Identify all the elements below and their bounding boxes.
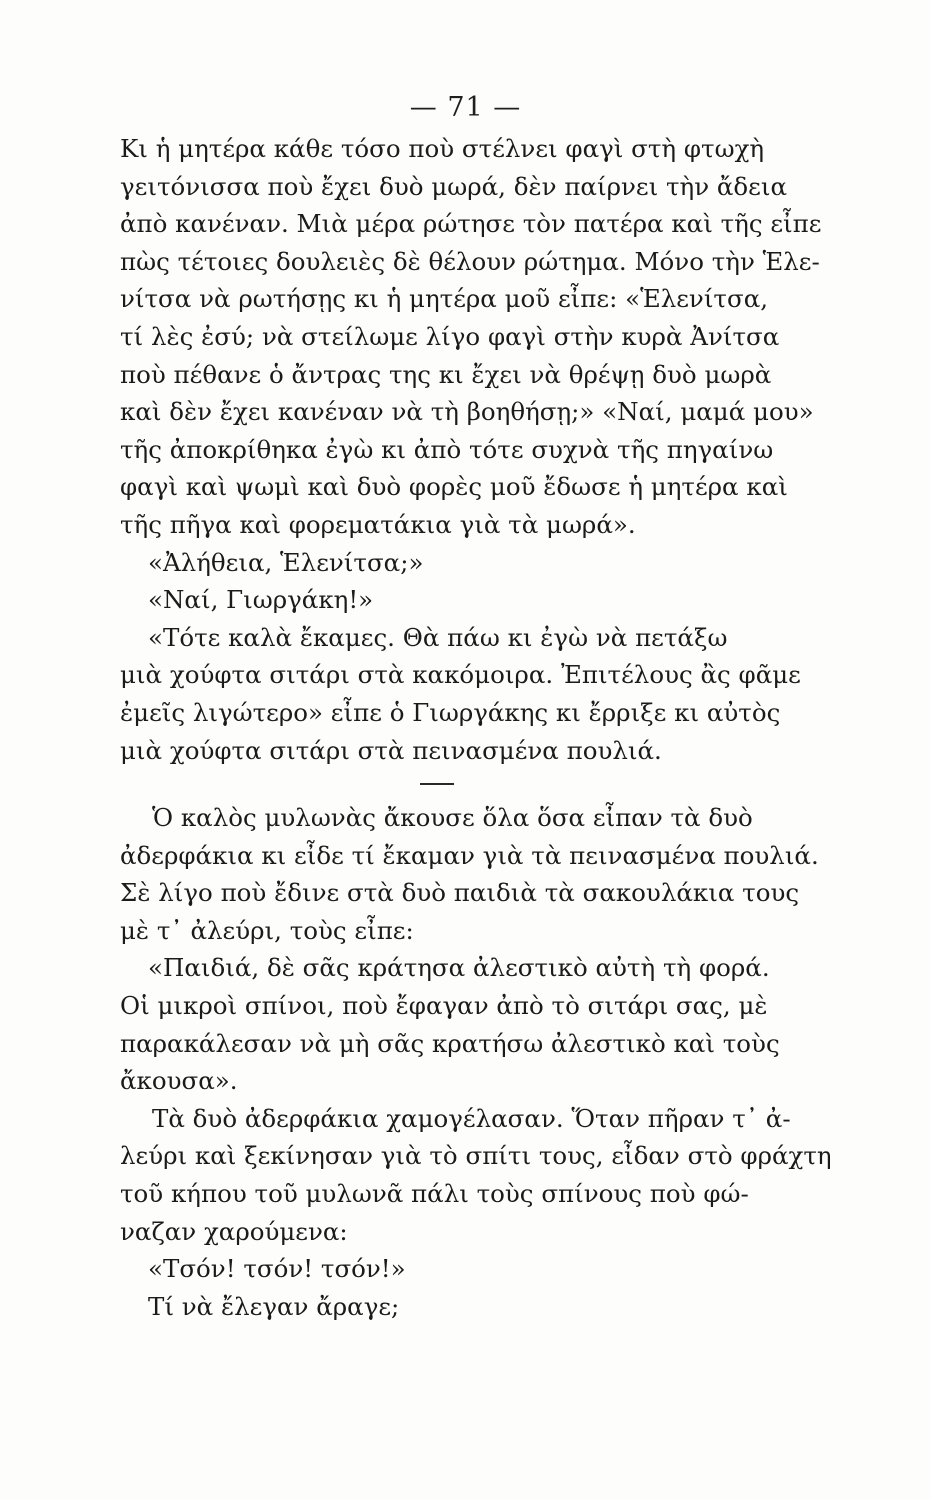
dialogue-line: «Ναί, Γιωργάκη!» [148,585,374,615]
dialogue-line: «Τότε καλὰ ἔκαμες. Θὰ πάω κι ἐγὼ νὰ πετάξω [148,622,728,652]
text-line: ἀπὸ κανέναν. Μιὰ μέρα ρώτησε τὸν πατέρα καὶ τῆς εἶπε [120,209,822,239]
text-line: μιὰ χούφτα σιτάρι στὰ πεινασμένα πουλιά. [120,735,662,765]
text-line: ναζαν χαρούμενα: [120,1216,348,1246]
text-line: τί λὲς ἐσύ; νὰ στείλωμε λίγο φαγὶ στὴν κυρὰ Ἀνίτσα [120,321,780,351]
text-line: παρακάλεσαν νὰ μὴ σᾶς κρατήσω ἀλεστικὸ καὶ τοὺς [120,1028,780,1058]
text-line: Τί νὰ ἔλεγαν ἄραγε; [148,1291,400,1321]
text-line: νίτσα νὰ ρωτήσῃς κι ἡ μητέρα μοῦ εἶπε: «Ἑλενίτσα, [120,284,769,314]
text-line: ποὺ πέθανε ὁ ἄντρας της κι ἔχει νὰ θρέψῃ δυὸ μωρὰ [120,359,772,389]
page-number: — 71 — [409,92,522,123]
dialogue-line: «Παιδιά, δὲ σᾶς κράτησα ἀλεστικὸ αὐτὴ τὴ φορά. [148,953,770,983]
page-body-text [120,130,832,1325]
text-line: μιὰ χούφτα σιτάρι στὰ κακόμοιρα. Ἐπιτέλους ἂς φᾶμε [120,660,801,690]
text-line: καὶ δὲν ἔχει κανέναν νὰ τὴ βοηθήσῃ;» «Ναί, μαμά μου» [120,397,814,427]
text-line: Σὲ λίγο ποὺ ἔδινε στὰ δυὸ παιδιὰ τὰ σακουλάκια τους [120,878,800,908]
dialogue-line: «Τσόν! τσόν! τσόν!» [148,1254,406,1284]
text-line: ἄκουσα». [120,1066,238,1096]
section-divider [420,783,454,785]
text-line: ἐμεῖς λιγώτερο» εἶπε ὁ Γιωργάκης κι ἔρριξε κι αὐτὸς [120,697,781,727]
text-line: πὼς τέτοιες δουλειὲς δὲ θέλουν ρώτημα. Μόνο τὴν Ἑλε- [120,246,820,276]
text-line: Κι ἡ μητέρα κάθε τόσο ποὺ στέλνει φαγὶ στὴ φτωχὴ [120,134,765,163]
text-line: Ὁ καλὸς μυλωνὰς ἄκουσε ὅλα ὅσα εἶπαν τὰ δυὸ [152,803,753,833]
dialogue-line: «Ἀλήθεια, Ἑλενίτσα;» [148,547,424,577]
text-line: τοῦ κήπου τοῦ μυλωνᾶ πάλι τοὺς σπίνους ποὺ φώ- [120,1179,749,1209]
text-line: ἀδερφάκια κι εἶδε τί ἔκαμαν γιὰ τὰ πεινασμένα πουλιά. [120,840,819,870]
text-line: γειτόνισσα ποὺ ἔχει δυὸ μωρά, δὲν παίρνει τὴν ἄδεια [120,171,788,201]
text-line: τῆς ἀποκρίθηκα ἐγὼ κι ἀπὸ τότε συχνὰ τῆς πηγαίνω [120,434,774,464]
text-line: Οἱ μικροὶ σπίνοι, ποὺ ἔφαγαν ἀπὸ τὸ σιτάρι σας, μὲ [120,991,768,1021]
text-line: Τὰ δυὸ ἀδερφάκια χαμογέλασαν. Ὅταν πῆραν τ᾿ ἀ- [152,1103,791,1133]
text-line: φαγὶ καὶ ψωμὶ καὶ δυὸ φορὲς μοῦ ἔδωσε ἡ μητέρα καὶ [120,472,788,502]
text-line: τῆς πῆγα καὶ φορεματάκια γιὰ τὰ μωρά». [120,509,636,539]
text-line: μὲ τ᾿ ἀλεύρι, τοὺς εἶπε: [120,915,414,945]
text-line: λεύρι καὶ ξεκίνησαν γιὰ τὸ σπίτι τους, εἶδαν στὸ φράχτη [120,1141,832,1171]
